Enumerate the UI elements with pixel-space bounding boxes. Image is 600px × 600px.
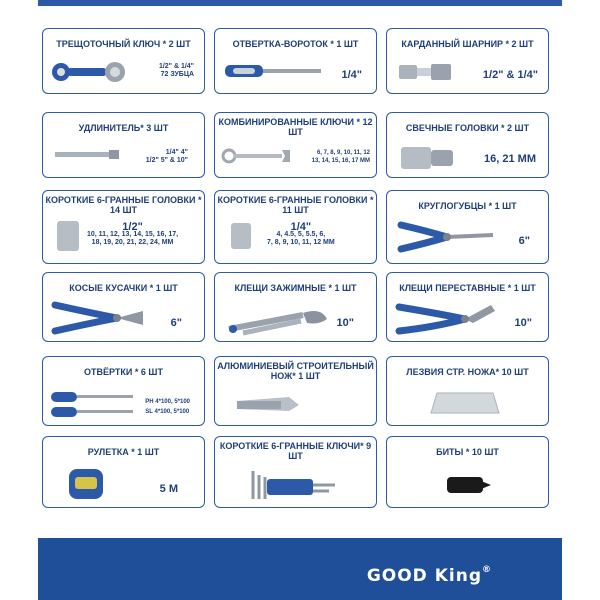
spec-line: 10" (514, 317, 532, 329)
screwdrivers-icon (49, 387, 139, 421)
utility-knife-icon (233, 391, 303, 417)
card-utility-knife (214, 356, 377, 426)
groove-joint-pliers-icon (395, 297, 499, 339)
hex-socket-icon (229, 221, 253, 251)
spec-line: 18, 19, 20, 21, 22, 24, ММ (91, 239, 174, 246)
brand-footer (38, 538, 562, 600)
card-hex-key-set (214, 436, 377, 508)
card-title: ОТВЁРТКИ * 6 ШТ (84, 367, 163, 377)
card-title: ЛЕЗВИЯ СТР. НОЖА* 10 ШТ (406, 367, 529, 377)
card-knife-blades (386, 356, 549, 426)
card-groove-joint-pliers (386, 272, 549, 342)
spec-line: PH 4*100, 5*100 (145, 399, 190, 405)
knife-blades-icon (427, 387, 503, 417)
locking-pliers-icon (223, 299, 333, 337)
card-bits (386, 436, 549, 508)
card-locking-pliers (214, 272, 377, 342)
spec-line: 16, 21 ММ (484, 153, 536, 165)
card-title: КОРОТКИЕ 6-ГРАННЫЕ ГОЛОВКИ * 11 ШТ (217, 195, 374, 215)
spec-line: 7, 8, 9, 10, 11, 12 ММ (267, 239, 335, 246)
universal-joint-icon (397, 59, 457, 85)
card-diagonal-cutters (42, 272, 205, 342)
spec-line: 13, 14, 15, 16, 17 ММ (311, 158, 370, 164)
card-tape-measure (42, 436, 205, 508)
spec-line: 10" (336, 317, 354, 329)
diagonal-cutter-icon (51, 297, 151, 339)
card-title: КОРОТКИЕ 6-ГРАННЫЕ ГОЛОВКИ * 14 ШТ (45, 195, 202, 215)
brand-name: GOOD King (366, 566, 482, 586)
screwdriver-handle-icon (223, 59, 323, 83)
spec-line: 4, 4.5, 5, 5.5, 6, (276, 231, 326, 238)
card-title: КРУГЛОГУБЦЫ * 1 ШТ (418, 201, 517, 211)
spec-line: 1/4" 4" (165, 149, 188, 156)
card-title: КЛЕЩИ ЗАЖИМНЫЕ * 1 ШТ (234, 283, 357, 293)
spec-line: 1/4" (290, 221, 312, 233)
spec-line: 6, 7, 8, 9, 10, 11, 12 (316, 150, 370, 156)
card-title: КОСЫЕ КУСАЧКИ * 1 ШТ (69, 283, 178, 293)
card-title: КЛЕЩИ ПЕРЕСТАВНЫЕ * 1 ШТ (399, 283, 536, 293)
bits-icon (443, 473, 493, 497)
spec-line: 6" (170, 317, 182, 329)
tape-measure-icon (67, 465, 107, 503)
round-nose-pliers-icon (397, 217, 497, 257)
spark-plug-socket-icon (399, 141, 457, 175)
brand-logo (367, 566, 492, 586)
spec-line: 72 ЗУБЦА (160, 71, 194, 78)
combination-wrench-icon (221, 147, 295, 165)
card-title: ТРЕЩОТОЧНЫЙ КЛЮЧ * 2 ШТ (56, 39, 191, 49)
card-spark-plug-sockets (386, 112, 549, 178)
card-extension (42, 112, 205, 178)
card-short-sockets-1-2 (42, 190, 205, 264)
spec-line: 1/2" & 1/4" (158, 63, 194, 70)
spec-line: 1/2" & 1/4" (482, 69, 538, 81)
card-title: КОРОТКИЕ 6-ГРАННЫЕ КЛЮЧИ* 9 ШТ (219, 441, 372, 461)
card-title: АЛЮМИНИЕВЫЙ СТРОИТЕЛЬНЫЙ НОЖ* 1 ШТ (217, 361, 374, 381)
card-title: КОМБИНИРОВАННЫЕ КЛЮЧИ * 12 ШТ (218, 117, 373, 137)
card-short-sockets-1-4 (214, 190, 377, 264)
card-title: РУЛЕТКА * 1 ШТ (87, 447, 160, 457)
spec-line: 5 М (159, 483, 178, 495)
registered-mark: ® (482, 565, 492, 575)
card-title: БИТЫ * 10 ШТ (436, 447, 499, 457)
card-title: ОТВЕРТКА-ВОРОТОК * 1 ШТ (232, 39, 359, 49)
card-screwdriver-handle (214, 28, 377, 94)
spec-line: 1/4" (341, 69, 362, 81)
ratchet-icon (49, 57, 139, 87)
extension-bar-icon (53, 145, 123, 165)
hex-socket-icon (55, 219, 81, 253)
card-title: СВЕЧНЫЕ ГОЛОВКИ * 2 ШТ (405, 123, 530, 133)
spec-line: 10, 11, 12, 13, 14, 15, 16, 17, (87, 231, 179, 238)
card-title: КАРДАННЫЙ ШАРНИР * 2 ШТ (401, 39, 534, 49)
top-strip (38, 0, 562, 6)
spec-line: 6" (518, 235, 530, 247)
spec-line: 1/2" 5" & 10" (145, 157, 188, 164)
card-screwdrivers (42, 356, 205, 426)
hex-key-set-icon (243, 465, 343, 505)
card-combination-wrenches (214, 112, 377, 178)
card-round-nose-pliers (386, 190, 549, 264)
card-title: УДЛИНИТЕЛЬ* 3 ШТ (78, 123, 169, 133)
card-universal-joint (386, 28, 549, 94)
card-ratchet (42, 28, 205, 94)
spec-line: SL 4*100, 5*100 (145, 409, 190, 415)
spec-line: 1/2" (122, 221, 143, 233)
